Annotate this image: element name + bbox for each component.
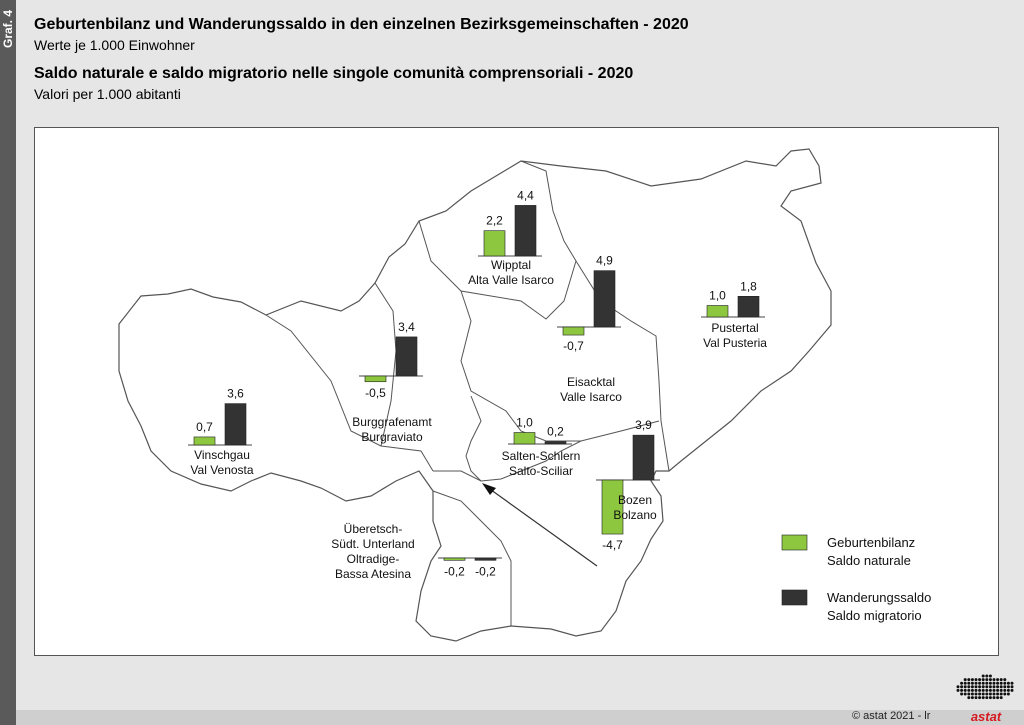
legend-label-natural-1: Geburtenbilanz bbox=[827, 535, 916, 550]
district-label-4-1: Eisacktal bbox=[566, 375, 616, 389]
district-label-2-1: Burggrafenamt bbox=[352, 415, 432, 429]
bar-migration-3 bbox=[515, 205, 536, 256]
subtitle-it: Valori per 1.000 abitanti bbox=[34, 86, 181, 102]
data-label-natural-2: -0,5 bbox=[365, 385, 386, 400]
bar-natural-2 bbox=[365, 376, 386, 382]
data-label-migration-6: 0,2 bbox=[547, 424, 564, 439]
bar-migration-8 bbox=[475, 558, 496, 560]
legend-swatch-natural bbox=[782, 535, 807, 550]
district-label-8-3: Oltradige- bbox=[346, 552, 400, 566]
astat-logo bbox=[955, 668, 1017, 723]
district-label-3-2: Alta Valle Isarco bbox=[468, 273, 554, 287]
data-label-natural-7: -4,7 bbox=[602, 538, 623, 553]
bar-natural-1 bbox=[194, 437, 215, 445]
district-label-6-2: Salto-Sciliar bbox=[508, 464, 574, 478]
data-label-natural-3: 2,2 bbox=[486, 213, 503, 228]
bar-natural-3 bbox=[484, 231, 505, 256]
data-label-migration-3: 4,4 bbox=[517, 188, 534, 203]
chart-panel bbox=[34, 127, 999, 656]
bar-migration-7 bbox=[633, 435, 654, 480]
data-label-natural-1: 0,7 bbox=[196, 419, 213, 434]
data-label-migration-4: 4,9 bbox=[596, 253, 613, 268]
bar-migration-1 bbox=[225, 404, 246, 445]
bar-natural-4 bbox=[563, 327, 584, 335]
bar-natural-5 bbox=[707, 306, 728, 318]
data-label-migration-8: -0,2 bbox=[475, 564, 496, 579]
district-label-8-2: Südt. Unterland bbox=[331, 537, 415, 551]
district-label-4-2: Valle Isarco bbox=[560, 390, 622, 404]
district-label-7-1: Bozen bbox=[617, 493, 653, 507]
south-tyrol-map bbox=[35, 128, 998, 655]
district-label-1-2: Val Venosta bbox=[190, 463, 254, 477]
bar-migration-2 bbox=[396, 337, 417, 376]
bar-migration-6 bbox=[545, 442, 566, 444]
bar-natural-6 bbox=[514, 433, 535, 445]
data-label-natural-4: -0,7 bbox=[563, 339, 584, 354]
district-label-5-1: Pustertal bbox=[711, 321, 759, 335]
legend-label-migration-1: Wanderungssaldo bbox=[827, 590, 932, 605]
title-it: Saldo naturale e saldo migratorio nelle singole comunità comprensoriali - 2020 bbox=[34, 65, 634, 82]
bar-migration-4 bbox=[594, 271, 615, 327]
data-label-migration-5: 1,8 bbox=[740, 279, 757, 294]
legend-label-migration-2: Saldo migratorio bbox=[827, 608, 922, 623]
district-label-2-2: Burgraviato bbox=[361, 430, 423, 444]
legend bbox=[782, 535, 931, 623]
svg-text:astat: astat bbox=[970, 709, 1002, 723]
district-label-8-4: Bassa Atesina bbox=[334, 567, 412, 581]
data-label-migration-2: 3,4 bbox=[398, 319, 415, 334]
district-label-6-1: Salten-Schlern bbox=[501, 449, 581, 463]
district-label-7-2: Bolzano bbox=[613, 508, 657, 522]
data-label-natural-8: -0,2 bbox=[444, 564, 465, 579]
district-label-3-1: Wipptal bbox=[490, 258, 532, 272]
data-label-migration-1: 3,6 bbox=[227, 386, 244, 401]
title-de: Geburtenbilanz und Wanderungssaldo in den einzelnen Bezirksgemeinschaften - 2020 bbox=[34, 16, 689, 33]
district-label-8-1: Überetsch- bbox=[343, 522, 403, 536]
side-tab bbox=[0, 0, 16, 725]
data-label-natural-5: 1,0 bbox=[709, 288, 726, 303]
bar-migration-5 bbox=[738, 296, 759, 317]
data-label-natural-6: 1,0 bbox=[516, 415, 533, 430]
district-label-5-2: Val Pusteria bbox=[703, 336, 767, 350]
district-label-1-1: Vinschgau bbox=[194, 448, 250, 462]
legend-label-natural-2: Saldo naturale bbox=[827, 553, 911, 568]
data-label-migration-7: 3,9 bbox=[635, 418, 652, 433]
legend-swatch-migration bbox=[782, 590, 807, 605]
bar-natural-8 bbox=[444, 558, 465, 560]
copyright-credit: © astat 2021 - lr bbox=[852, 710, 931, 722]
subtitle-de: Werte je 1.000 Einwohner bbox=[34, 37, 195, 53]
side-tab-label: Graf. 4 bbox=[1, 10, 15, 49]
